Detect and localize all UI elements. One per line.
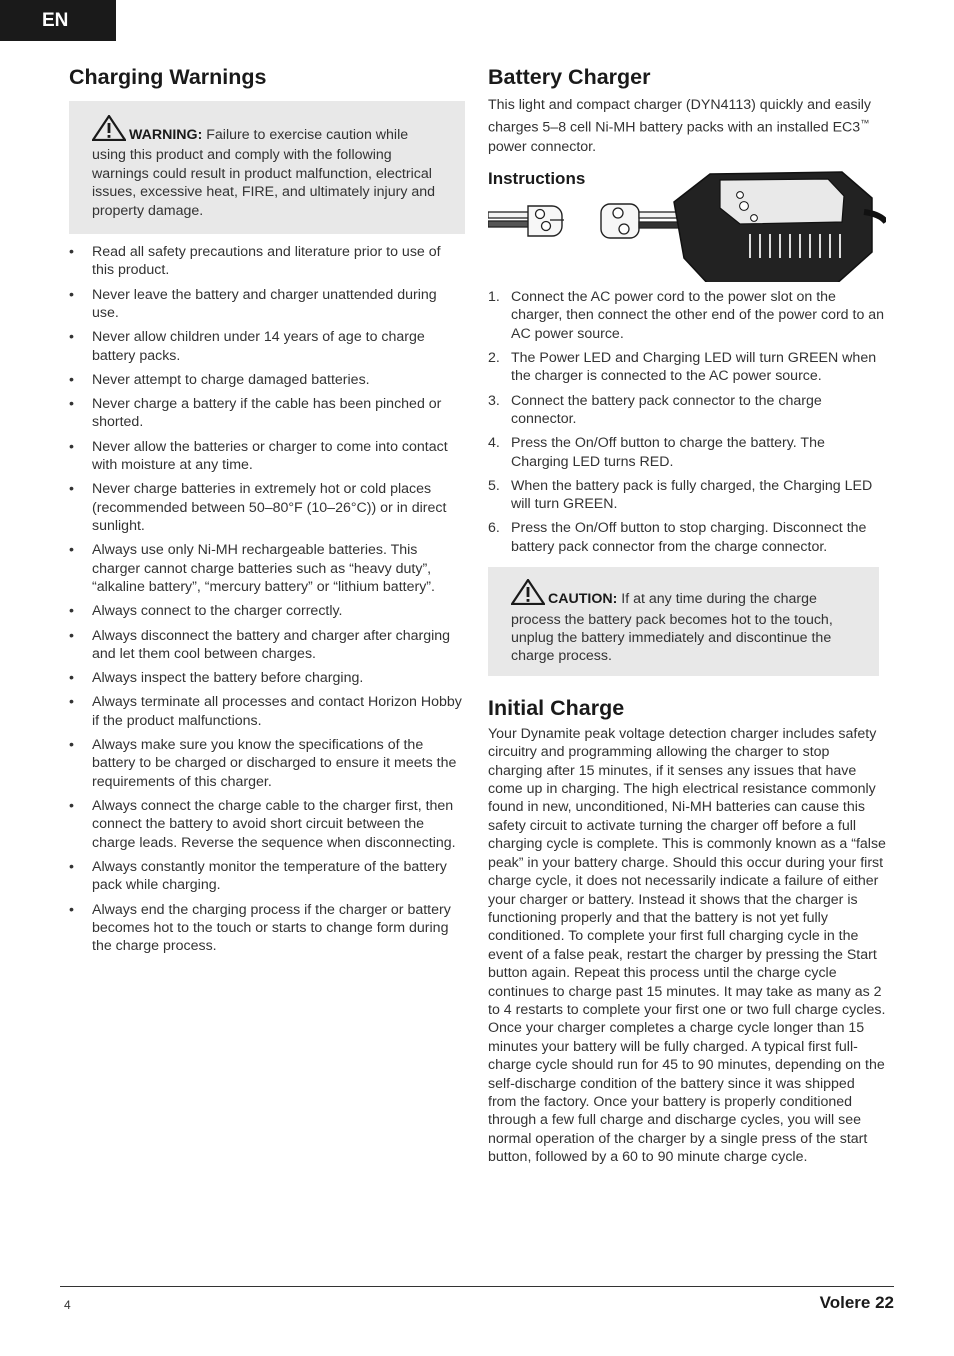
footer-divider bbox=[60, 1286, 894, 1287]
instruction-steps bbox=[488, 288, 886, 556]
trademark-symbol: ™ bbox=[860, 118, 870, 129]
step-text: Connect the battery pack connector to the charge connector. bbox=[511, 392, 822, 427]
warning-bullet-item: • Never charge batteries in extremely hot or cold places (recommended between 50–80°F (10–26°C)) or in direct sunlight. bbox=[69, 480, 465, 535]
warning-bullet-item: • Always terminate all processes and contact Horizon Hobby if the product malfunctions. bbox=[69, 693, 465, 730]
warning-bullet-item: • Always connect the charge cable to the charger first, then connect the battery to avoid short circuit between the charge leads. Reverse the sequence when disconnecting. bbox=[69, 797, 465, 852]
instruction-step bbox=[488, 349, 886, 386]
page-number: 4 bbox=[64, 1298, 71, 1312]
section-title-battery-charger: Battery Charger bbox=[488, 65, 651, 89]
product-name: Volere 22 bbox=[819, 1293, 894, 1312]
step-text: The Power LED and Charging LED will turn GREEN when the charger is connected to the AC power source. bbox=[511, 349, 877, 385]
warning-bullet-item: • Read all safety precautions and literature prior to use of this product. bbox=[69, 243, 465, 280]
warning-bullet-item: • Never charge a battery if the cable has been pinched or shorted. bbox=[69, 395, 465, 432]
warning-bullet-item: • Never attempt to charge damaged batteries. bbox=[69, 371, 465, 389]
instruction-step bbox=[488, 519, 886, 556]
caution-label: CAUTION: bbox=[548, 591, 618, 608]
warning-bullet-item: • Always inspect the battery before charging. bbox=[69, 669, 465, 687]
step-number: 3. bbox=[488, 392, 500, 409]
warning-bullet-item: • Never leave the battery and charger unattended during use. bbox=[69, 286, 465, 323]
charging-warnings-section bbox=[69, 62, 465, 962]
section-title-initial-charge: Initial Charge bbox=[488, 695, 625, 720]
warning-bullet-item: • Never allow the batteries or charger to come into contact with moisture at any time. bbox=[69, 438, 465, 475]
step-number: 6. bbox=[488, 520, 500, 537]
charger-intro-text: This light and compact charger (DYN4113) quickly and easily charges 5–8 cell Ni-MH battery packs with an installed EC3 bbox=[488, 97, 871, 137]
warning-triangle-icon bbox=[92, 115, 126, 146]
charger-intro-text-end: power connector. bbox=[488, 138, 597, 155]
charger-intro bbox=[488, 96, 886, 156]
warning-bullet-item: • Always constantly monitor the temperature of the battery pack while charging. bbox=[69, 858, 465, 895]
section-title-charging-warnings: Charging Warnings bbox=[69, 65, 267, 89]
caution-text: If at any time during the charge process the battery pack becomes hot to the touch, unplug the battery immediately and discontinue the charge process. bbox=[511, 591, 833, 665]
step-number: 5. bbox=[488, 477, 500, 494]
step-text: Press the On/Off button to stop charging. Disconnect the battery pack connector from the charge connector. bbox=[511, 520, 867, 555]
step-number: 2. bbox=[488, 349, 500, 366]
caution-box bbox=[488, 567, 879, 676]
battery-lead-icon bbox=[488, 206, 564, 236]
instruction-step bbox=[488, 477, 886, 514]
battery-charger-section bbox=[488, 62, 886, 1167]
warning-bullet-item: • Always use only Ni-MH rechargeable batteries. This charger cannot charge batteries such as “heavy duty”, “alkaline battery”, “mercury battery” or “lithium battery”. bbox=[69, 541, 465, 596]
warning-bullet-item: • Always disconnect the battery and charger after charging and let them cool between charges. bbox=[69, 627, 465, 664]
instruction-step bbox=[488, 434, 886, 471]
step-number: 4. bbox=[488, 435, 500, 452]
warning-bullet-item: • Always connect to the charger correctly. bbox=[69, 602, 465, 620]
step-number: 1. bbox=[488, 288, 500, 305]
warning-text: Failure to exercise caution while using this product and comply with the following warnings could result in product malfunction, electrical issues, excessive heat, FIRE, and ultimately injury and property damage. bbox=[92, 127, 436, 219]
warning-box bbox=[69, 101, 465, 234]
charger-body-icon bbox=[674, 172, 886, 282]
language-tab: EN bbox=[0, 0, 116, 41]
warning-triangle-icon bbox=[511, 579, 545, 610]
instruction-step bbox=[488, 392, 886, 429]
warning-bullet-item: • Always make sure you know the specifications of the battery to be charged or discharged to ensure it meets the requirements of this charger. bbox=[69, 736, 465, 791]
initial-charge-text: Your Dynamite peak voltage detection charger includes safety circuitry and programming allowing the charger to stop charging after 15 minutes, if it senses any issues that have come up in charging. The high electrical resistance commonly found in new, unconditioned, Ni-MH batteries can cause this safety circuit to activate turning the charger off before a full charging cycle is complete. This is commonly known as a “false peak” in your battery charge. Should this occur during your first charge cycle, it does not necessarily indicate a failure of either your charger or battery. Instead it shows that the charger is functioning properly and that the battery is not yet fully conditioned. To complete your first full charging cycle in the event of a false peak, restart the charger by pressing the Start button again. Repeat this process until the charge cycle continues to charge past 15 minutes. It may take as many as 2 to 4 restarts to complete your first one or two full charge cycles. Once your charger completes a charge cycle longer than 15 minutes your battery will be fully charged. A typical first full-charge cycle should run for 45 to 90 minutes, depending on the self-discharge condition of the battery since it was shipped from the factory. Once your battery is properly conditioned through a few full charge and discharge cycles, you will see normal operation of the charger by a single press of the start button, followed by a 60 to 90 minute charge cycle. bbox=[488, 725, 886, 1166]
step-text: Connect the AC power cord to the power slot on the charger, then connect the other end of the power cord to an AC power source. bbox=[511, 288, 885, 342]
step-text: When the battery pack is fully charged, the Charging LED will turn GREEN. bbox=[511, 477, 873, 513]
warning-label: WARNING: bbox=[129, 127, 203, 143]
warning-bullet-item: • Never allow children under 14 years of age to charge battery packs. bbox=[69, 328, 465, 365]
warning-bullet-item: • Always end the charging process if the charger or battery becomes hot to the touch or starts to change form during the charge process. bbox=[69, 901, 465, 956]
instructions-title: Instructions bbox=[488, 168, 586, 188]
instruction-step bbox=[488, 288, 886, 343]
step-text: Press the On/Off button to charge the battery. The Charging LED turns RED. bbox=[511, 435, 825, 470]
instructions-row bbox=[488, 162, 886, 282]
warnings-list bbox=[69, 243, 465, 956]
